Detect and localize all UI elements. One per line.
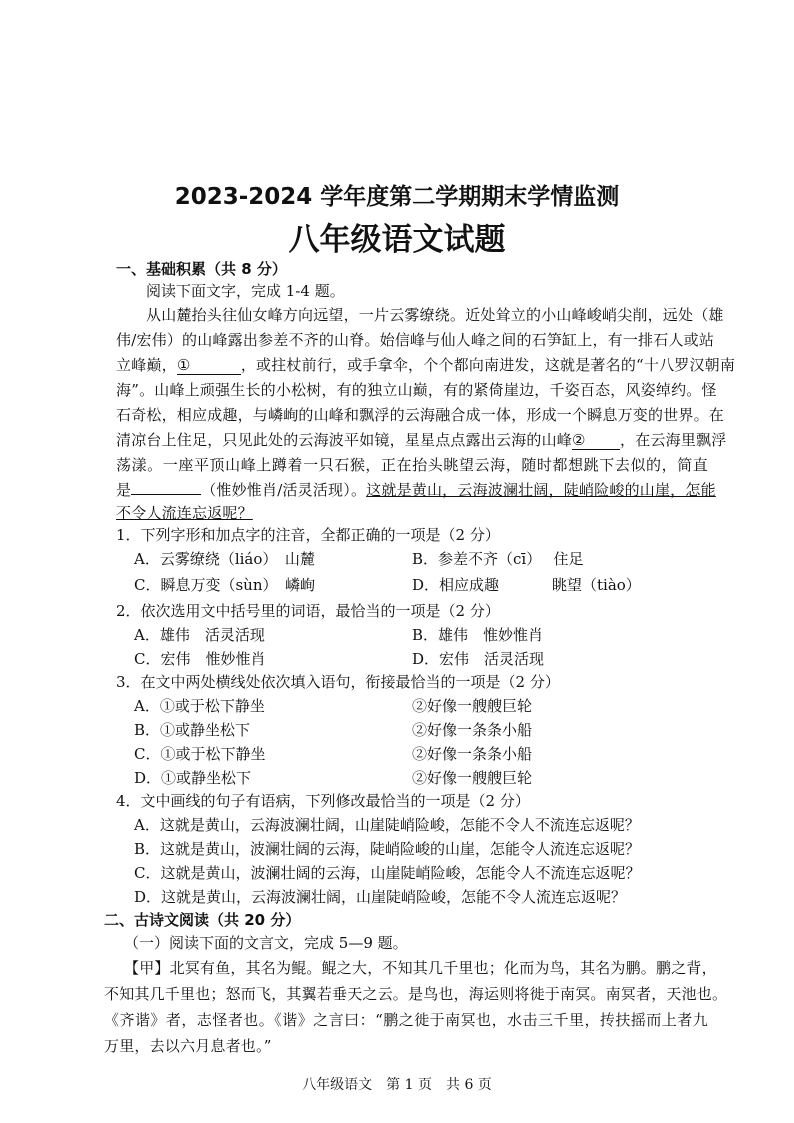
passage-line-8: 是 （惟妙惟肖/活灵活现）。这就是黄山，云海波澜壮阔，陡峭险峻的山崖，怎能: [116, 481, 716, 499]
blank-1: ①: [177, 356, 241, 375]
question-3: 3．在文中两处横线处依次填入语句，衔接最恰当的一项是（2 分）: [116, 673, 560, 691]
q1-option-c: C．瞬息万变（sùn） 嶙峋: [134, 576, 315, 594]
q3-option-c-2: ②好像一条条小船: [412, 745, 533, 763]
q2-option-a: A．雄伟 活灵活现: [134, 626, 265, 644]
q3-option-b: B．①或静坐松下: [134, 721, 251, 739]
q1-option-d: D．相应成趣: [412, 576, 500, 594]
underlined-sentence: 这就是黄山，云海波澜壮阔，陡峭险峻的山崖，怎能: [366, 481, 716, 499]
passage-line-6: 清凉台上住足，只见此处的云海波平如镜，星星点点露出云海的山峰② ，在云海里飘浮: [116, 431, 727, 449]
q2-option-c: C．宏伟 惟妙惟肖: [134, 650, 266, 668]
q3-option-a: A．①或于松下静坐: [134, 697, 265, 715]
q3-option-b-2: ②好像一条条小船: [412, 721, 533, 739]
section-2-heading: 二、古诗文阅读（共 20 分）: [104, 911, 301, 929]
passage-line-1: 从山麓抬头往仙女峰方向远望，一片云雾缭绕。近处耸立的小山峰峻峭尖削，远处（雄: [146, 306, 724, 324]
page-footer: 八年级语文 第 1 页 共 6 页: [302, 1077, 492, 1093]
classical-line-1: 【甲】北冥有鱼，其名为鲲。鲲之大，不知其几千里也；化而为鸟，其名为鹏。鹏之背，: [124, 959, 717, 977]
q4-option-d: D．这就是黄山，云海波澜壮阔，山崖陡峭险峻，怎能不令人流连忘返呢？: [134, 888, 627, 906]
classical-line-3: 《齐谐》者，志怪者也。《谐》之言曰：“鹏之徙于南冥也，水击三千里，抟扶摇而上者九: [104, 1011, 708, 1029]
section-1-intro: 阅读下面文字，完成 1-4 题。: [146, 282, 345, 300]
q1-option-d-word: 眺望（tiào）: [552, 576, 641, 594]
q4-option-b: B．这就是黄山，波澜壮阔的云海，陡峭险峻的山崖，怎能令人流连忘返呢？: [134, 840, 641, 858]
passage-line-3: 立峰巅，① ，或拄杖前行，或手拿伞，个个都向南进发，这就是著名的“十八罗汉朝南: [116, 356, 736, 374]
q2-option-b: B．雄伟 惟妙惟肖: [412, 626, 544, 644]
blank-3: [131, 494, 201, 495]
exam-title: 2023-2024 学年度第二学期期末学情监测: [174, 184, 620, 210]
classical-line-4: 万里，去以六月息者也。”: [104, 1037, 272, 1055]
q1-option-b: B．参差不齐（cī） 住足: [412, 550, 584, 568]
section-2-intro: （一）阅读下面的文言文，完成 5—9 题。: [124, 934, 408, 952]
q4-option-a: A．这就是黄山，云海波澜壮阔，山崖陡峭险峻，怎能不令人不流连忘返呢？: [134, 816, 640, 834]
q4-option-c: C．这就是黄山，波澜壮阔的云海，山崖陡峭险峻，怎能令人不流连忘返呢？: [134, 864, 641, 882]
question-1: 1．下列字形和加点字的注音，全都正确的一项是（2 分）: [116, 526, 500, 544]
passage-line-9: 不令人流连忘返呢？: [116, 504, 253, 522]
question-2: 2．依次选用文中括号里的词语，最恰当的一项是（2 分）: [116, 602, 500, 620]
q3-option-a-2: ②好像一艘艘巨轮: [412, 697, 533, 715]
q1-option-a: A．云雾缭绕（liáo） 山麓: [134, 550, 315, 568]
passage-line-5: 石奇松，相应成趣，与嶙峋的山峰和飘浮的云海融合成一体，形成一个瞬息万变的世界。在: [116, 406, 725, 424]
section-1-heading: 一、基础积累（共 8 分）: [116, 260, 287, 278]
exam-subtitle: 八年级语文试题: [288, 222, 506, 258]
classical-line-2: 不知其几千里也；怒而飞，其翼若垂天之云。是鸟也，海运则将徙于南冥。南冥者，天池也。: [104, 985, 728, 1003]
passage-line-7: 荡漾。一座平顶山峰上蹲着一只石猴，正在抬头眺望云海，随时都想跳下去似的，简直: [116, 456, 708, 474]
q2-option-d: D．宏伟 活灵活现: [412, 650, 545, 668]
passage-line-4: 海”。山峰上顽强生长的小松树，有的独立山巅，有的紧倚崖边，千姿百态，风姿绰约。怪: [116, 381, 717, 399]
blank-2: ②: [572, 431, 620, 450]
q3-option-c: C．①或于松下静坐: [134, 745, 266, 763]
q3-option-d-2: ②好像一艘艘巨轮: [412, 769, 533, 787]
question-4: 4．文中画线的句子有语病，下列修改最恰当的一项是（2 分）: [116, 792, 530, 810]
q3-option-d: D．①或静坐松下: [134, 769, 252, 787]
passage-line-2: 伟/宏伟）的山峰露出参差不齐的山脊。始信峰与仙人峰之间的石笋缸上，有一排石人或站: [116, 331, 715, 349]
